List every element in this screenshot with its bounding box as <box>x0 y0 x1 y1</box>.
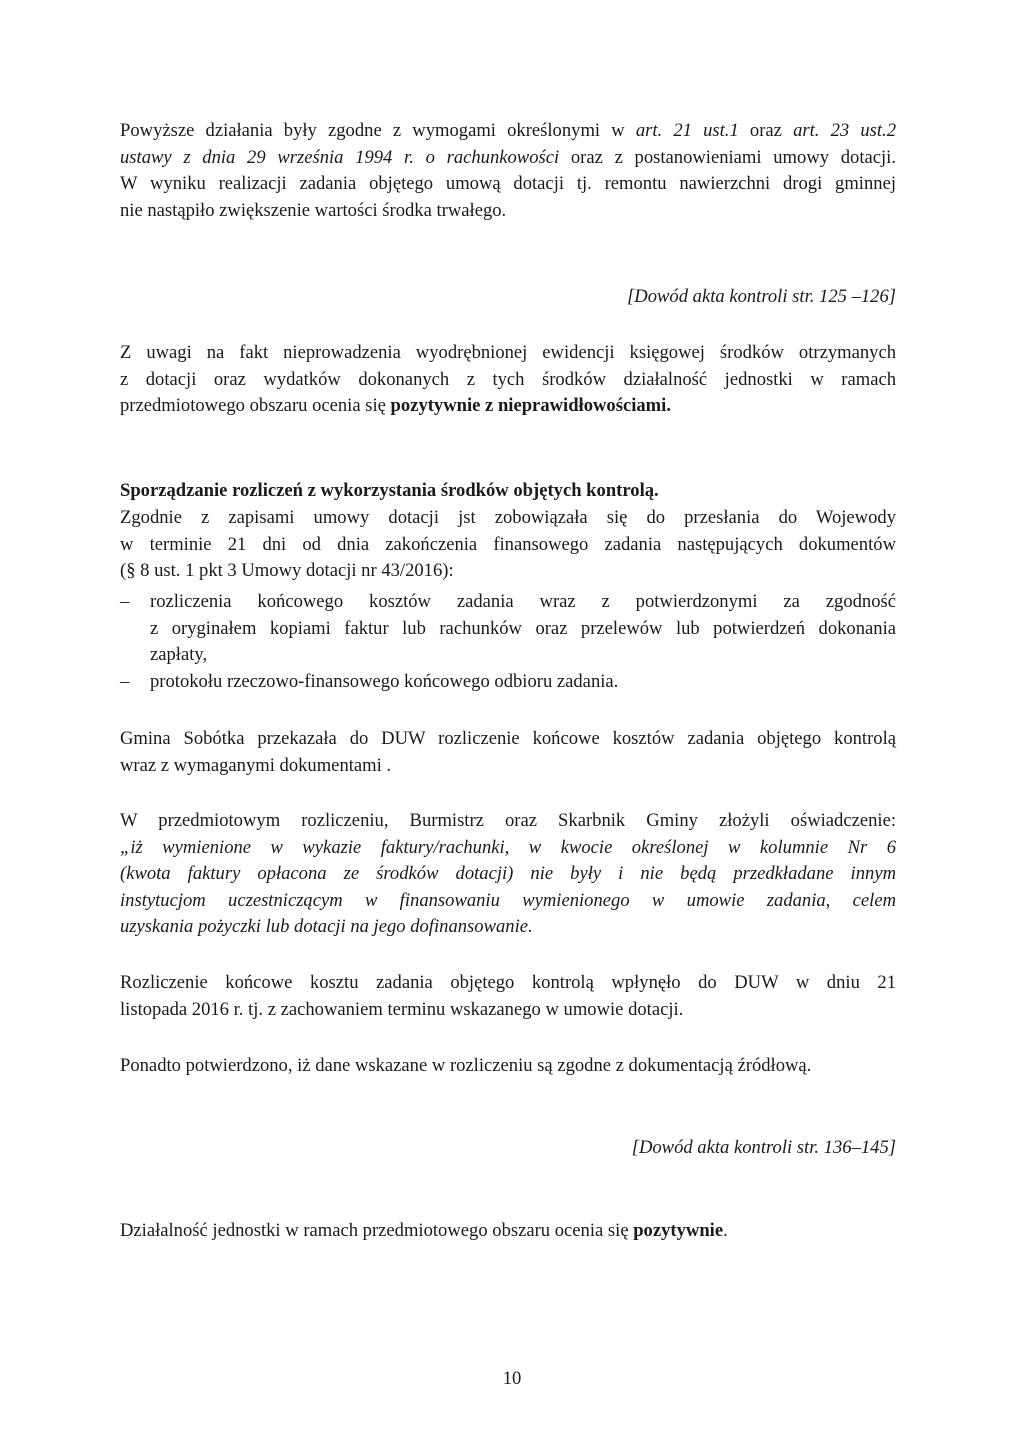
list-item-line: zapłaty, <box>150 644 208 666</box>
paragraph-line: Z uwagi na fakt nieprowadzenia wyodrębnionej ewidencji księgowej środków otrzymanych <box>120 342 896 363</box>
paragraph-assessment <box>120 340 896 420</box>
paragraph-obligations <box>120 505 896 585</box>
paragraph-line: Gmina Sobótka przekazała do DUW rozliczenie końcowe kosztów zadania objętego kontrolą <box>120 728 896 749</box>
quote-line: instytucjom uczestniczącym w finansowaniu wymienionego w umowie zadania, celem <box>120 889 896 911</box>
evidence-reference: [Dowód akta kontroli str. 125 –126] <box>627 286 896 307</box>
paragraph-submission <box>120 726 896 779</box>
paragraph-declaration <box>120 808 896 941</box>
paragraph-line: ustawy z dnia 29 września 1994 r. o rachunkowości oraz z postanowieniami umowy dotacji. <box>120 146 896 168</box>
assessment-result: pozytywnie <box>633 1220 724 1241</box>
list-item-line: rozliczenia końcowego kosztów zadania wraz z potwierdzonymi za zgodność <box>150 591 896 612</box>
paragraph-compliance <box>120 118 896 224</box>
quote-line: uzyskania pożyczki lub dotacji na jego dofinansowanie. <box>120 916 533 938</box>
paragraph-line: wraz z wymaganymi dokumentami . <box>120 754 392 776</box>
dash-bullet: – <box>120 591 130 612</box>
legal-reference: art. 21 ust.1 <box>635 120 739 141</box>
dash-bullet: – <box>120 670 130 692</box>
evidence-reference: [Dowód akta kontroli str. 136–145] <box>631 1137 896 1158</box>
paragraph-line: listopada 2016 r. tj. z zachowaniem terminu wskazanego w umowie dotacji. <box>120 998 684 1020</box>
paragraph-line: przedmiotowego obszaru ocenia się pozytywnie z nieprawidłowościami. <box>120 395 671 417</box>
quote-line: „iż wymienione w wykazie faktury/rachunki, w kwocie określonej w kolumnie Nr 6 <box>120 836 896 858</box>
legal-reference: art. 23 ust.2 <box>793 120 896 141</box>
list-item <box>120 589 896 669</box>
paragraph-line: Rozliczenie końcowe kosztu zadania objętego kontrolą wpłynęło do DUW w dniu 21 <box>120 972 896 993</box>
paragraph-line: W przedmiotowym rozliczeniu, Burmistrz oraz Skarbnik Gminy złożyli oświadczenie: <box>120 810 896 831</box>
paragraph-deadline <box>120 970 896 1023</box>
document-list <box>120 589 896 695</box>
assessment-result: pozytywnie z nieprawidłowościami. <box>390 395 671 417</box>
paragraph-confirmation: Ponadto potwierdzono, iż dane wskazane w rozliczeniu są zgodne z dokumentacją źródłową. <box>120 1055 812 1076</box>
section-heading: Sporządzanie rozliczeń z wykorzystania środków objętych kontrolą. <box>120 480 659 501</box>
conclusion: Działalność jednostki w ramach przedmiotowego obszaru ocenia się pozytywnie. <box>120 1220 728 1241</box>
paragraph-line: W wyniku realizacji zadania objętego umową dotacji tj. remontu nawierzchni drogi gminnej <box>120 173 896 195</box>
list-item-line: z oryginałem kopiami faktur lub rachunków oraz przelewów lub potwierdzeń dokonania <box>150 617 896 639</box>
legal-reference: ustawy z dnia 29 września 1994 r. o rachunkowości <box>120 146 560 168</box>
paragraph-line: (§ 8 ust. 1 pkt 3 Umowy dotacji nr 43/2016): <box>120 560 454 582</box>
paragraph-line: Zgodnie z zapisami umowy dotacji jst zobowiązała się do przesłania do Wojewody <box>120 507 896 528</box>
list-item-line: protokołu rzeczowo-finansowego końcowego odbioru zadania. <box>150 670 619 692</box>
page-number: 10 <box>502 1368 522 1389</box>
paragraph-line: z dotacji oraz wydatków dokonanych z tych środków działalność jednostki w ramach <box>120 368 896 390</box>
quote-line: (kwota faktury opłacona ze środków dotacji) nie były i nie będą przedkładane innym <box>120 863 896 885</box>
list-item <box>120 669 896 696</box>
paragraph-line: nie nastąpiło zwiększenie wartości środka trwałego. <box>120 199 507 221</box>
paragraph-line: Powyższe działania były zgodne z wymogami określonymi w art. 21 ust.1 oraz art. 23 ust.2 <box>120 120 896 141</box>
paragraph-line: w terminie 21 dni od dnia zakończenia finansowego zadania następujących dokumentów <box>120 533 896 555</box>
